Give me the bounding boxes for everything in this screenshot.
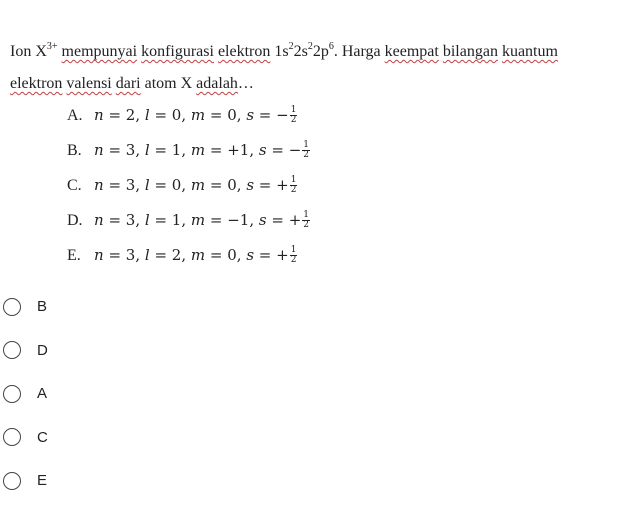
ellipsis: … [237, 75, 254, 92]
symbol-n: n [94, 105, 104, 124]
comma: , [181, 210, 191, 229]
fraction-denominator: 2 [303, 150, 310, 161]
electron-configuration [274, 40, 334, 60]
symbol-l: l [144, 210, 150, 229]
question-word: elektron [217, 43, 271, 60]
fraction-numerator: 1 [290, 175, 297, 186]
question-line-2 [10, 68, 630, 100]
fraction-numerator: 1 [290, 105, 297, 116]
question-line-1 [10, 36, 630, 68]
charge-superscript: 3+ [46, 40, 58, 52]
comma: , [135, 105, 145, 124]
quantum-numbers [94, 141, 310, 161]
fraction-denominator: 2 [303, 220, 310, 231]
comma: , [236, 175, 247, 194]
symbol-l: l [144, 105, 150, 124]
symbol-l: l [144, 175, 150, 194]
equals: = [149, 245, 172, 264]
comma: , [135, 175, 145, 194]
symbol-m: m [190, 140, 206, 159]
answer-options-list [67, 98, 310, 273]
quantum-numbers [94, 106, 297, 126]
value-l: 1 [171, 140, 182, 159]
option-letter: D. [67, 211, 83, 229]
equals: = [149, 140, 172, 159]
comma: , [249, 210, 259, 229]
option-letter: C. [67, 176, 82, 194]
choice-label: D [37, 341, 48, 359]
question-word: atom X [144, 75, 193, 92]
value-n: 3 [125, 140, 136, 159]
value-n: 3 [125, 175, 136, 194]
question-word: konfigurasi [141, 43, 214, 60]
equals: = [103, 105, 126, 124]
question-word: keempat [384, 43, 439, 60]
quantum-numbers [94, 211, 310, 231]
equals: = [254, 105, 277, 124]
value-m: 0 [227, 105, 237, 124]
symbol-m: m [190, 105, 206, 124]
equals: = [266, 210, 289, 229]
choice-label: B [37, 298, 48, 316]
config-superscript: 6 [328, 40, 334, 52]
equals: = [149, 210, 172, 229]
symbol-m: m [190, 175, 206, 194]
choice-e[interactable] [3, 459, 48, 503]
symbol-n: n [94, 245, 104, 264]
config-term: 2p [312, 43, 329, 60]
quantum-numbers [94, 176, 297, 196]
symbol-m: m [190, 210, 206, 229]
fraction-numerator: 1 [303, 210, 310, 221]
value-l: 2 [171, 245, 182, 264]
config-term: 1s [274, 43, 289, 60]
choice-d[interactable] [3, 329, 48, 373]
radio-choice-group [3, 285, 48, 503]
choice-b[interactable] [3, 285, 48, 329]
comma: , [236, 105, 247, 124]
fraction-denominator: 2 [290, 115, 297, 126]
question-word: valensi [66, 75, 112, 92]
comma: , [135, 210, 145, 229]
config-superscript: 2 [288, 40, 294, 52]
equals: = [103, 245, 126, 264]
radio-button[interactable] [3, 472, 21, 490]
fraction-numerator: 1 [303, 140, 310, 151]
option-letter: B. [67, 141, 82, 159]
comma: , [249, 140, 259, 159]
comma: , [135, 245, 145, 264]
value-s-sign: − [288, 140, 302, 159]
equals: = [205, 245, 228, 264]
fraction [302, 141, 310, 160]
comma: , [181, 140, 191, 159]
radio-button[interactable] [3, 298, 21, 316]
value-n: 3 [125, 210, 136, 229]
radio-button[interactable] [3, 428, 21, 446]
symbol-l: l [144, 245, 150, 264]
value-s-sign: + [276, 175, 289, 194]
question-word: mempunyai [61, 43, 138, 60]
comma: , [135, 140, 145, 159]
question-word: elektron [10, 75, 63, 92]
option-letter: E. [67, 246, 81, 264]
symbol-m: m [190, 245, 206, 264]
question-word: bilangan [442, 43, 498, 60]
choice-c[interactable] [3, 416, 48, 460]
answer-option [67, 133, 310, 168]
equals: = [103, 175, 126, 194]
value-s-sign: − [276, 105, 289, 124]
equals: = [149, 105, 172, 124]
fraction [302, 211, 310, 230]
question-text [10, 36, 630, 100]
option-letter: A. [67, 106, 83, 124]
value-m: −1 [227, 210, 250, 229]
radio-button[interactable] [3, 385, 21, 403]
equals: = [205, 105, 228, 124]
equals: = [254, 245, 277, 264]
answer-option [67, 98, 310, 133]
quantum-numbers [94, 246, 297, 266]
comma: , [236, 245, 247, 264]
answer-option [67, 203, 310, 238]
value-n: 3 [125, 245, 136, 264]
radio-button[interactable] [3, 341, 21, 359]
value-l: 0 [171, 105, 182, 124]
equals: = [266, 140, 289, 159]
equals: = [205, 140, 228, 159]
choice-label: C [37, 428, 48, 446]
value-s-sign: + [288, 210, 302, 229]
fraction-numerator: 1 [290, 245, 297, 256]
choice-label: E [37, 472, 48, 490]
equals: = [205, 210, 228, 229]
value-l: 1 [171, 210, 182, 229]
config-superscript: 2 [307, 40, 313, 52]
comma: , [181, 105, 191, 124]
fraction [290, 176, 298, 195]
equals: = [205, 175, 228, 194]
equals: = [103, 210, 126, 229]
value-m: 0 [227, 175, 237, 194]
answer-option [67, 168, 310, 203]
config-term: 2s [293, 43, 308, 60]
symbol-s: s [246, 245, 255, 264]
fraction [290, 246, 298, 265]
symbol-s: s [246, 105, 255, 124]
symbol-n: n [94, 175, 104, 194]
choice-a[interactable] [3, 372, 48, 416]
symbol-s: s [258, 140, 267, 159]
comma: , [181, 245, 191, 264]
question-word: Ion X [10, 43, 47, 60]
value-l: 0 [171, 175, 182, 194]
symbol-s: s [246, 175, 255, 194]
symbol-l: l [144, 140, 150, 159]
symbol-s: s [258, 210, 267, 229]
choice-label: A [37, 385, 48, 403]
equals: = [254, 175, 277, 194]
symbol-n: n [94, 140, 104, 159]
question-word: kuantum [501, 43, 558, 60]
question-word: dari [115, 75, 141, 92]
value-s-sign: + [276, 245, 289, 264]
fraction [290, 106, 298, 125]
answer-option [67, 238, 310, 273]
fraction-denominator: 2 [290, 185, 297, 196]
comma: , [181, 175, 191, 194]
symbol-n: n [94, 210, 104, 229]
equals: = [103, 140, 126, 159]
value-n: 2 [125, 105, 136, 124]
fraction-denominator: 2 [290, 255, 297, 266]
question-word: adalah [196, 75, 238, 92]
question-word: . Harga [333, 43, 381, 60]
value-m: 0 [227, 245, 237, 264]
equals: = [149, 175, 172, 194]
value-m: +1 [227, 140, 250, 159]
